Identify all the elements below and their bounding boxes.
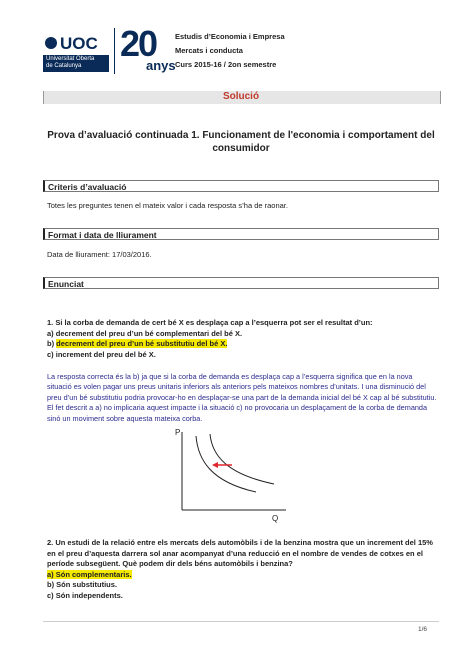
demand-shift-graph bbox=[176, 430, 296, 516]
footer-line bbox=[43, 621, 439, 622]
anniversary-number: 20 bbox=[120, 23, 157, 64]
demand-curve-initial bbox=[210, 434, 274, 484]
svg-text:UOC: UOC bbox=[60, 34, 98, 53]
header-line-3: Curs 2015-16 / 2on semestre bbox=[175, 60, 277, 69]
document-title: Prova d’avaluació continuada 1. Funcionament de l'economia i comportament del consumidor bbox=[47, 130, 435, 154]
q2-text: 2. Un estudi de la relació entre els mercats dels automòbils i de la benzina mostra que un increment del 15% en el preu d’aquesta darrera sol anar acompanyat d’una reducció en el nombre de vendes de cotxes en el període subsegüent. Què podem dir dels béns automòbils i benzina? bbox=[47, 538, 433, 568]
question-1 bbox=[47, 318, 437, 360]
q1-option-a: a) decrement del preu d’un bé complementari del bé X. bbox=[47, 328, 243, 338]
q1-option-b-prefix: b) bbox=[47, 339, 57, 348]
solucio-heading: Solució bbox=[222, 91, 260, 102]
section-enunciat: Enunciat bbox=[43, 277, 439, 289]
question-2 bbox=[47, 538, 437, 601]
logo-subtitle bbox=[46, 56, 94, 70]
q1-answer: La resposta correcta és la b) ja que si la corba de demanda es desplaça cap a l’esquerra significa que en la nova situació es volen pagar uns preus unitaris inferiors als anteriors pels mateixos nombres d’unitats. I una disminució del preu d’un bé substitutiu podria provocar-ho en desplaçar-se una part de la demanda inicial del bé X cap al bé substitutiu. El fet descrit a a) no implicaria aquest impacte i la situació c) no provocaria un desplaçament de la corba de demanda sinó un moviment sobre aquesta mateixa corba. bbox=[47, 372, 437, 423]
q1-option-b-highlight: decrement del preu d’un bé substitutiu del bé X. bbox=[56, 339, 228, 348]
logo-sub2: de Catalunya bbox=[46, 63, 82, 69]
q2-option-b: b) Són substitutius. bbox=[47, 580, 117, 589]
logo-sub1: Universitat Oberta bbox=[46, 56, 95, 62]
graph-x-label: Q bbox=[272, 514, 279, 523]
format-text: Data de lliurament: 17/03/2016. bbox=[47, 250, 152, 259]
q1-option-c: c) increment del preu del bé X. bbox=[47, 349, 156, 359]
section-format: Format i data de lliurament bbox=[43, 228, 439, 240]
graph-y-label: P bbox=[175, 428, 181, 437]
anniversary-word: anys bbox=[146, 58, 176, 73]
q2-option-a bbox=[47, 570, 437, 581]
criteris-text: Totes les preguntes tenen el mateix valor i cada resposta s’ha de raonar. bbox=[47, 201, 288, 210]
q2-option-c: c) Són independents. bbox=[47, 590, 123, 600]
header-divider bbox=[114, 28, 115, 74]
header-line-2: Mercats i conducta bbox=[175, 46, 243, 55]
q1-option-b bbox=[47, 339, 437, 350]
shift-arrow-head bbox=[212, 462, 218, 468]
q2-option-a-highlight: a) Són complementaris. bbox=[47, 569, 132, 579]
page-number: 1/6 bbox=[418, 626, 428, 633]
section-criteris: Criteris d’avaluació bbox=[43, 180, 439, 192]
header-line-1: Estudis d’Economia i Empresa bbox=[175, 32, 285, 41]
q1-text: 1. Si la corba de demanda de cert bé X es desplaça cap a l’esquerra pot ser el resultat d’un: bbox=[47, 318, 373, 327]
